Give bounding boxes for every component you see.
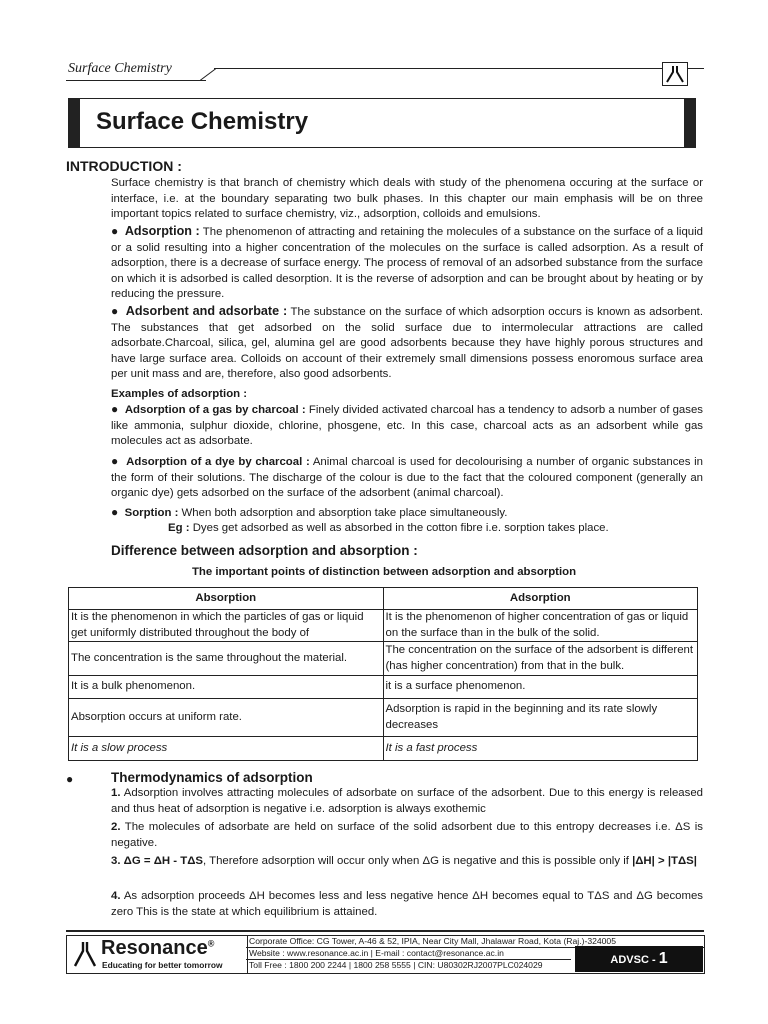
adsorption-text: The phenomenon of attracting and retaining the molecules of a substance on the surface of a liquid or a solid resulting into a higher concentration of the molecules on the surface is called adsorption. As a result of adsorption, there is a decrease of surface energy. The process of removal of an adsorbed substance from the surface on which it is adsorbed is called desorption. It is the reverse of adsorption and can be brought about by heating or by reducing the pressure.	[111, 226, 703, 301]
footer-tollfree: Toll Free : 1800 200 2244 | 1800 258 5555 | CIN: U80302RJ2007PLC024029	[249, 960, 543, 970]
sorption-eg-text: Dyes get adsorbed as well as absorbed in the cotton fibre i.e. sorption takes place.	[192, 522, 609, 534]
table-cell: The concentration on the surface of the adsorbent is different (has higher concentration) from that in the bulk.	[383, 642, 698, 676]
registered-mark: ®	[207, 938, 215, 949]
header-rule-top	[214, 68, 704, 69]
table-cell: Absorption occurs at uniform rate.	[69, 699, 384, 737]
table-header-adsorption: Adsorption	[383, 588, 698, 610]
running-header-title: Surface Chemistry	[68, 61, 172, 76]
sorption-definition	[111, 505, 703, 522]
footer-office: Corporate Office: CG Tower, A-46 & 52, IPIA, Near City Mall, Jhalawar Road, Kota (Raj.)-324005	[246, 936, 704, 948]
table-cell: it is a surface phenomenon.	[383, 676, 698, 699]
bullet-icon: ●	[66, 772, 74, 786]
bullet-icon: ●	[111, 224, 119, 238]
sorption-example	[168, 521, 708, 537]
difference-table	[68, 587, 698, 761]
example-dye	[111, 454, 703, 502]
example-dye-text: Animal charcoal is used for decolourising a number of organic substances in the form of their solutions. The discharge of the colour is due to the fact that the coloured component (generally an organic dye) gets adsorbed on the surface of the adsorbent (animal charcoal).	[111, 456, 703, 500]
examples-heading: Examples of adsorption :	[111, 388, 248, 400]
thermo-point-3: 3. ΔG = ΔH - TΔS, Therefore adsorption will occur only when ΔG is negative and this is possible only if |ΔH| > |TΔS|	[111, 855, 697, 867]
adsorbent-text: The substance on the surface of which adsorption occurs is known as adsorbent. The substances that get adsorbed on the solid surface due to intermolecular attractions are called adsorbate.Charcoal, silica, gel, alumina gel are good adsorbents because they have highly porous structures and have large surface area. Colloids on account of their extremely small dimensions possess enoromous surface area per unit mass and are, therefore, also good adsorbents.	[111, 306, 703, 381]
adsorbent-definition	[111, 304, 703, 383]
bullet-icon: ●	[111, 505, 119, 519]
adsorption-definition	[111, 224, 703, 303]
example-gas	[111, 402, 703, 450]
table-cell: Adsorption is rapid in the beginning and its rate slowly decreases	[383, 699, 698, 737]
page-title: Surface Chemistry	[96, 108, 309, 135]
example-dye-term: Adsorption of a dye by charcoal :	[126, 456, 310, 468]
example-gas-text: Finely divided activated charcoal has a tendency to adsorb a number of gases like ammonia, sulphur dioxide, chlorine, phosgene, etc. In this case, charcoal acts as an adsorbent while gas molecules act as adsorbate.	[111, 404, 703, 448]
resonance-logo-icon	[71, 939, 99, 969]
thermo-point-1: 1. Adsorption involves attracting molecules of adsorbate on surface of the adsorbent. Due to this energy is released and thus heat of adsorption is negative i.e. adsorption is always exothemic	[111, 787, 704, 815]
table-header-row	[69, 588, 698, 610]
title-rule-bottom	[80, 147, 684, 148]
sorption-text: When both adsorption and absorption take place simultaneously.	[181, 507, 508, 519]
footer-rule	[66, 930, 704, 932]
header-rule-slant	[200, 68, 216, 81]
sorption-eg-term: Eg :	[168, 522, 190, 534]
table-row	[69, 642, 698, 676]
table-cell: It is the phenomenon of higher concentration of gas or liquid on the surface than in the bulk of the solid.	[383, 610, 698, 642]
footer-brand-box	[66, 935, 248, 974]
adsorbent-term: Adsorbent and adsorbate :	[125, 304, 288, 318]
table-cell: It is a fast process	[383, 737, 698, 761]
intro-paragraph: Surface chemistry is that branch of chemistry which deals with study of the phenomena occuring at the surface or interface, i.e. at the boundary separating two bulk phases. In this chapter our main emphasis will be on three important topics related to surface chemistry, viz., adsorption, colloids and emulsions.	[111, 177, 703, 221]
table-row	[69, 676, 698, 699]
table-header-absorption: Absorption	[69, 588, 384, 610]
table-cell: The concentration is the same throughout the material.	[69, 642, 384, 676]
header-rule	[66, 80, 206, 81]
thermo-point-4: 4. As adsorption proceeds ΔH becomes less and less negative hence ΔH becomes equal to TΔS and ΔG becomes zero This is the state at which equilibrium is attained.	[111, 890, 703, 918]
brand-tagline: Educating for better tomorrow	[102, 960, 223, 970]
page-code: ADVSC - 1	[575, 946, 703, 972]
thermo-heading: Thermodynamics of adsorption	[111, 770, 313, 785]
intro-heading: INTRODUCTION :	[66, 158, 182, 174]
adsorption-term: Adsorption :	[124, 224, 200, 238]
title-bar-left	[68, 98, 80, 148]
table-row	[69, 699, 698, 737]
bullet-icon: ●	[111, 402, 119, 416]
bullet-icon: ●	[111, 304, 119, 318]
table-cell: It is a slow process	[69, 737, 384, 761]
thermo-point-2: 2. The molecules of adsorbate are held on surface of the solid adsorbent due to this entropy decreases i.e. ΔS is negative.	[111, 821, 703, 849]
example-gas-term: Adsorption of a gas by charcoal :	[124, 404, 306, 416]
footer-website: Website : www.resonance.ac.in | E-mail : contact@resonance.ac.in	[246, 948, 571, 960]
bullet-icon: ●	[111, 454, 119, 468]
title-bar-right	[684, 98, 696, 148]
difference-heading: Difference between adsorption and absorption :	[111, 543, 418, 558]
table-row	[69, 737, 698, 761]
brand-name: Resonance®	[101, 937, 215, 959]
title-rule-top	[80, 98, 684, 99]
sorption-term: Sorption :	[124, 507, 179, 519]
resonance-logo-icon	[662, 62, 688, 86]
table-caption: The important points of distinction between adsorption and absorption	[191, 566, 577, 578]
table-cell: It is the phenomenon in which the particles of gas or liquid get uniformly distributed throughout the body of	[69, 610, 384, 642]
page-number: 1	[658, 950, 668, 967]
table-row	[69, 610, 698, 642]
table-cell: It is a bulk phenomenon.	[69, 676, 384, 699]
